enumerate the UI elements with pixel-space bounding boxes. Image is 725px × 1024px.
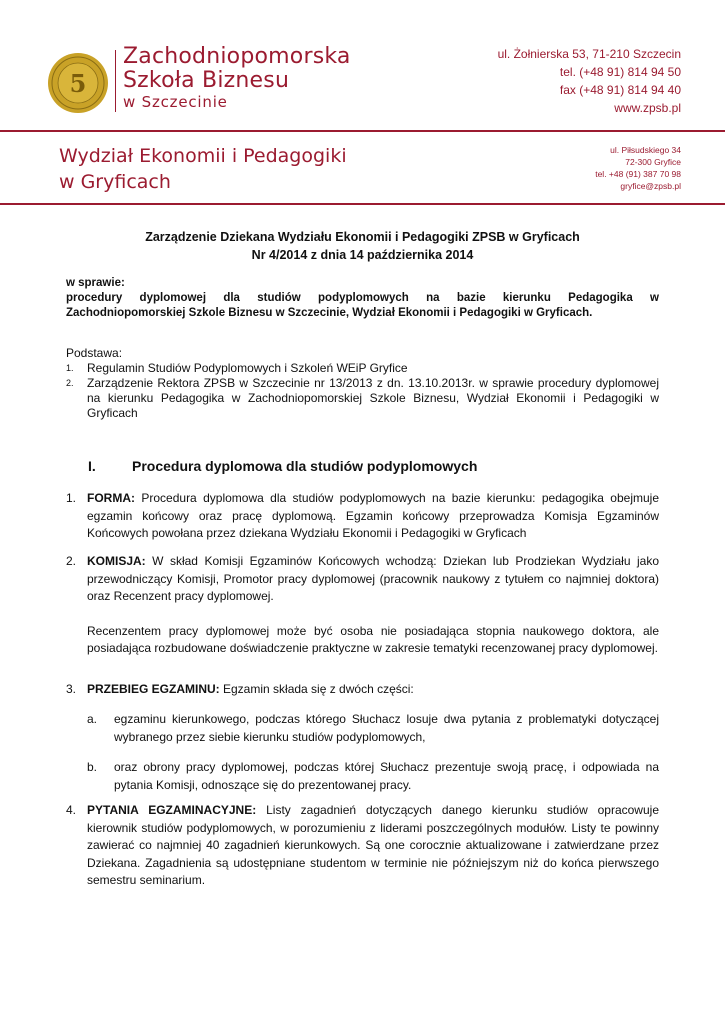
item-text: Egzamin składa się z dwóch części: bbox=[219, 682, 414, 696]
section-title: Procedura dyplomowa dla studiów podyplomowych bbox=[132, 458, 478, 474]
school-contact bbox=[498, 45, 681, 117]
subitem-text: oraz obrony pracy dyplomowej, podczas której Słuchacz prezentuje swoją pracę, i odpowiada na pytania Komisji, odnoszące się do prezentowanej pracy. bbox=[114, 760, 659, 792]
department-address: ul. Piłsudskiego 34 bbox=[610, 145, 681, 155]
legal-basis-number: 2. bbox=[66, 378, 74, 388]
item-label: PRZEBIEG EGZAMINU: bbox=[87, 682, 220, 696]
department-tel: tel. +48 (91) 387 70 98 bbox=[595, 169, 681, 179]
subitem-letter: a. bbox=[87, 712, 98, 726]
procedure-item-forma bbox=[66, 490, 659, 543]
legal-basis bbox=[66, 346, 659, 421]
item-text: Listy zagadnień dotyczących danego kierunku studiów opracowuje kierownik studiów podyplomowych, w porozumieniu z liderami poszczególnych modułów. Listy te powinny zawierać co najmniej 40 zagadnień kierunkowych. Są one corocznie aktualizowane i zatwierdzane przez Dziekana. Zagadnienia są udostępniane studentom w terminie nie późniejszym niż do końca pierwszego semestru seminarium. bbox=[87, 803, 659, 887]
department-name bbox=[59, 143, 347, 195]
legal-basis-number: 1. bbox=[66, 363, 74, 373]
header-rule-bottom bbox=[0, 203, 725, 205]
procedure-item-komisja bbox=[66, 553, 659, 658]
subject-line2: Zachodniopomorskiej Szkole Biznesu w Szczecinie, Wydział Ekonomii i Pedagogiki w Gryficach. bbox=[66, 307, 593, 319]
title-line2: Nr 4/2014 z dnia 14 października 2014 bbox=[251, 248, 474, 262]
exam-part-b bbox=[66, 759, 659, 794]
school-name-line1: Zachodniopomorska bbox=[123, 44, 351, 69]
svg-text:5: 5 bbox=[69, 69, 87, 98]
subject-block bbox=[66, 276, 659, 321]
department-contact bbox=[595, 144, 681, 192]
section-heading bbox=[88, 458, 477, 474]
item-label: PYTANIA EGZAMINACYJNE: bbox=[87, 803, 257, 817]
school-fax: fax (+48 91) 814 94 40 bbox=[559, 83, 681, 97]
school-name-line3: w Szczecinie bbox=[123, 93, 228, 111]
item-number: 4. bbox=[66, 803, 77, 817]
header-rule-top bbox=[0, 130, 725, 132]
school-name bbox=[123, 46, 351, 110]
school-tel: tel. (+48 91) 814 94 50 bbox=[559, 65, 681, 79]
item-label: FORMA: bbox=[87, 491, 135, 505]
legal-basis-item bbox=[66, 376, 659, 421]
subject-line1: procedury dyplomowej dla studiów podyplomowych na bazie kierunku Pedagogika w bbox=[66, 292, 659, 304]
title-line1: Zarządzenie Dziekana Wydziału Ekonomii i Pedagogiki ZPSB w Gryficach bbox=[145, 230, 580, 244]
legal-basis-text: Regulamin Studiów Podyplomowych i Szkoleń WEiP Gryfice bbox=[87, 361, 408, 375]
legal-basis-item bbox=[66, 361, 659, 376]
item-extra-text: Recenzentem pracy dyplomowej może być osoba nie posiadająca stopnia naukowego doktora, ale posiadająca rozbudowane doświadczenie praktyczne w zakresie tematyki recenzowanej pracy dyplomowej. bbox=[87, 623, 659, 655]
document-title bbox=[66, 228, 659, 264]
item-text: Procedura dyplomowa dla studiów podyplomowych na bazie kierunku: pedagogika obejmuje egzamin końcowy oraz pracę dyplomową. Egzamin końcowy przeprowadza Komisja Egzaminów Końcowych powołana przez dziekana Wydziału Ekonomii i Pedagogiki w Gryficach bbox=[87, 491, 659, 540]
item-text: W skład Komisji Egzaminów Końcowych wchodzą: Dziekan lub Prodziekan Wydziału jako przewodniczący Komisji, Promotor pracy dyplomowej (pracownik naukowy z tytułem co najmniej doktora) oraz Recenzent pracy dyplomowej. bbox=[87, 554, 659, 603]
school-name-line2: Szkoła Biznesu bbox=[123, 68, 290, 93]
department-name-line2: w Gryficach bbox=[59, 171, 171, 193]
header-divider bbox=[115, 50, 116, 112]
procedure-item-przebieg bbox=[66, 681, 659, 699]
item-number: 1. bbox=[66, 491, 77, 505]
school-address: ul. Żołnierska 53, 71-210 Szczecin bbox=[497, 47, 681, 61]
school-web-link[interactable]: www.zpsb.pl bbox=[614, 101, 681, 115]
legal-basis-label: Podstawa: bbox=[66, 346, 123, 360]
school-logo bbox=[47, 52, 109, 114]
item-number: 3. bbox=[66, 682, 77, 696]
department-email-link[interactable]: gryfice@zpsb.pl bbox=[620, 181, 681, 191]
procedure-item-pytania bbox=[66, 802, 659, 890]
legal-basis-text: Zarządzenie Rektora ZPSB w Szczecinie nr 13/2013 z dn. 13.10.2013r. w sprawie procedury dyplomowej na kierunku Pedagogika w Zachodniopomorskiej Szkole Biznesu, Wydział Ekonomii i Pedagogiki w Gryficach bbox=[87, 376, 659, 420]
item-number: 2. bbox=[66, 554, 77, 568]
department-name-line1: Wydział Ekonomii i Pedagogiki bbox=[59, 145, 347, 167]
exam-part-a bbox=[66, 711, 659, 746]
subitem-letter: b. bbox=[87, 760, 98, 774]
section-number: I. bbox=[88, 458, 96, 474]
item-label: KOMISJA: bbox=[87, 554, 146, 568]
department-city: 72-300 Gryfice bbox=[625, 157, 681, 167]
subitem-text: egzaminu kierunkowego, podczas którego Słuchacz losuje dwa pytania z problematyki dotyczącej wybranego przez siebie kierunku studiów podyplomowych, bbox=[114, 712, 659, 744]
subject-label: w sprawie: bbox=[66, 277, 125, 289]
